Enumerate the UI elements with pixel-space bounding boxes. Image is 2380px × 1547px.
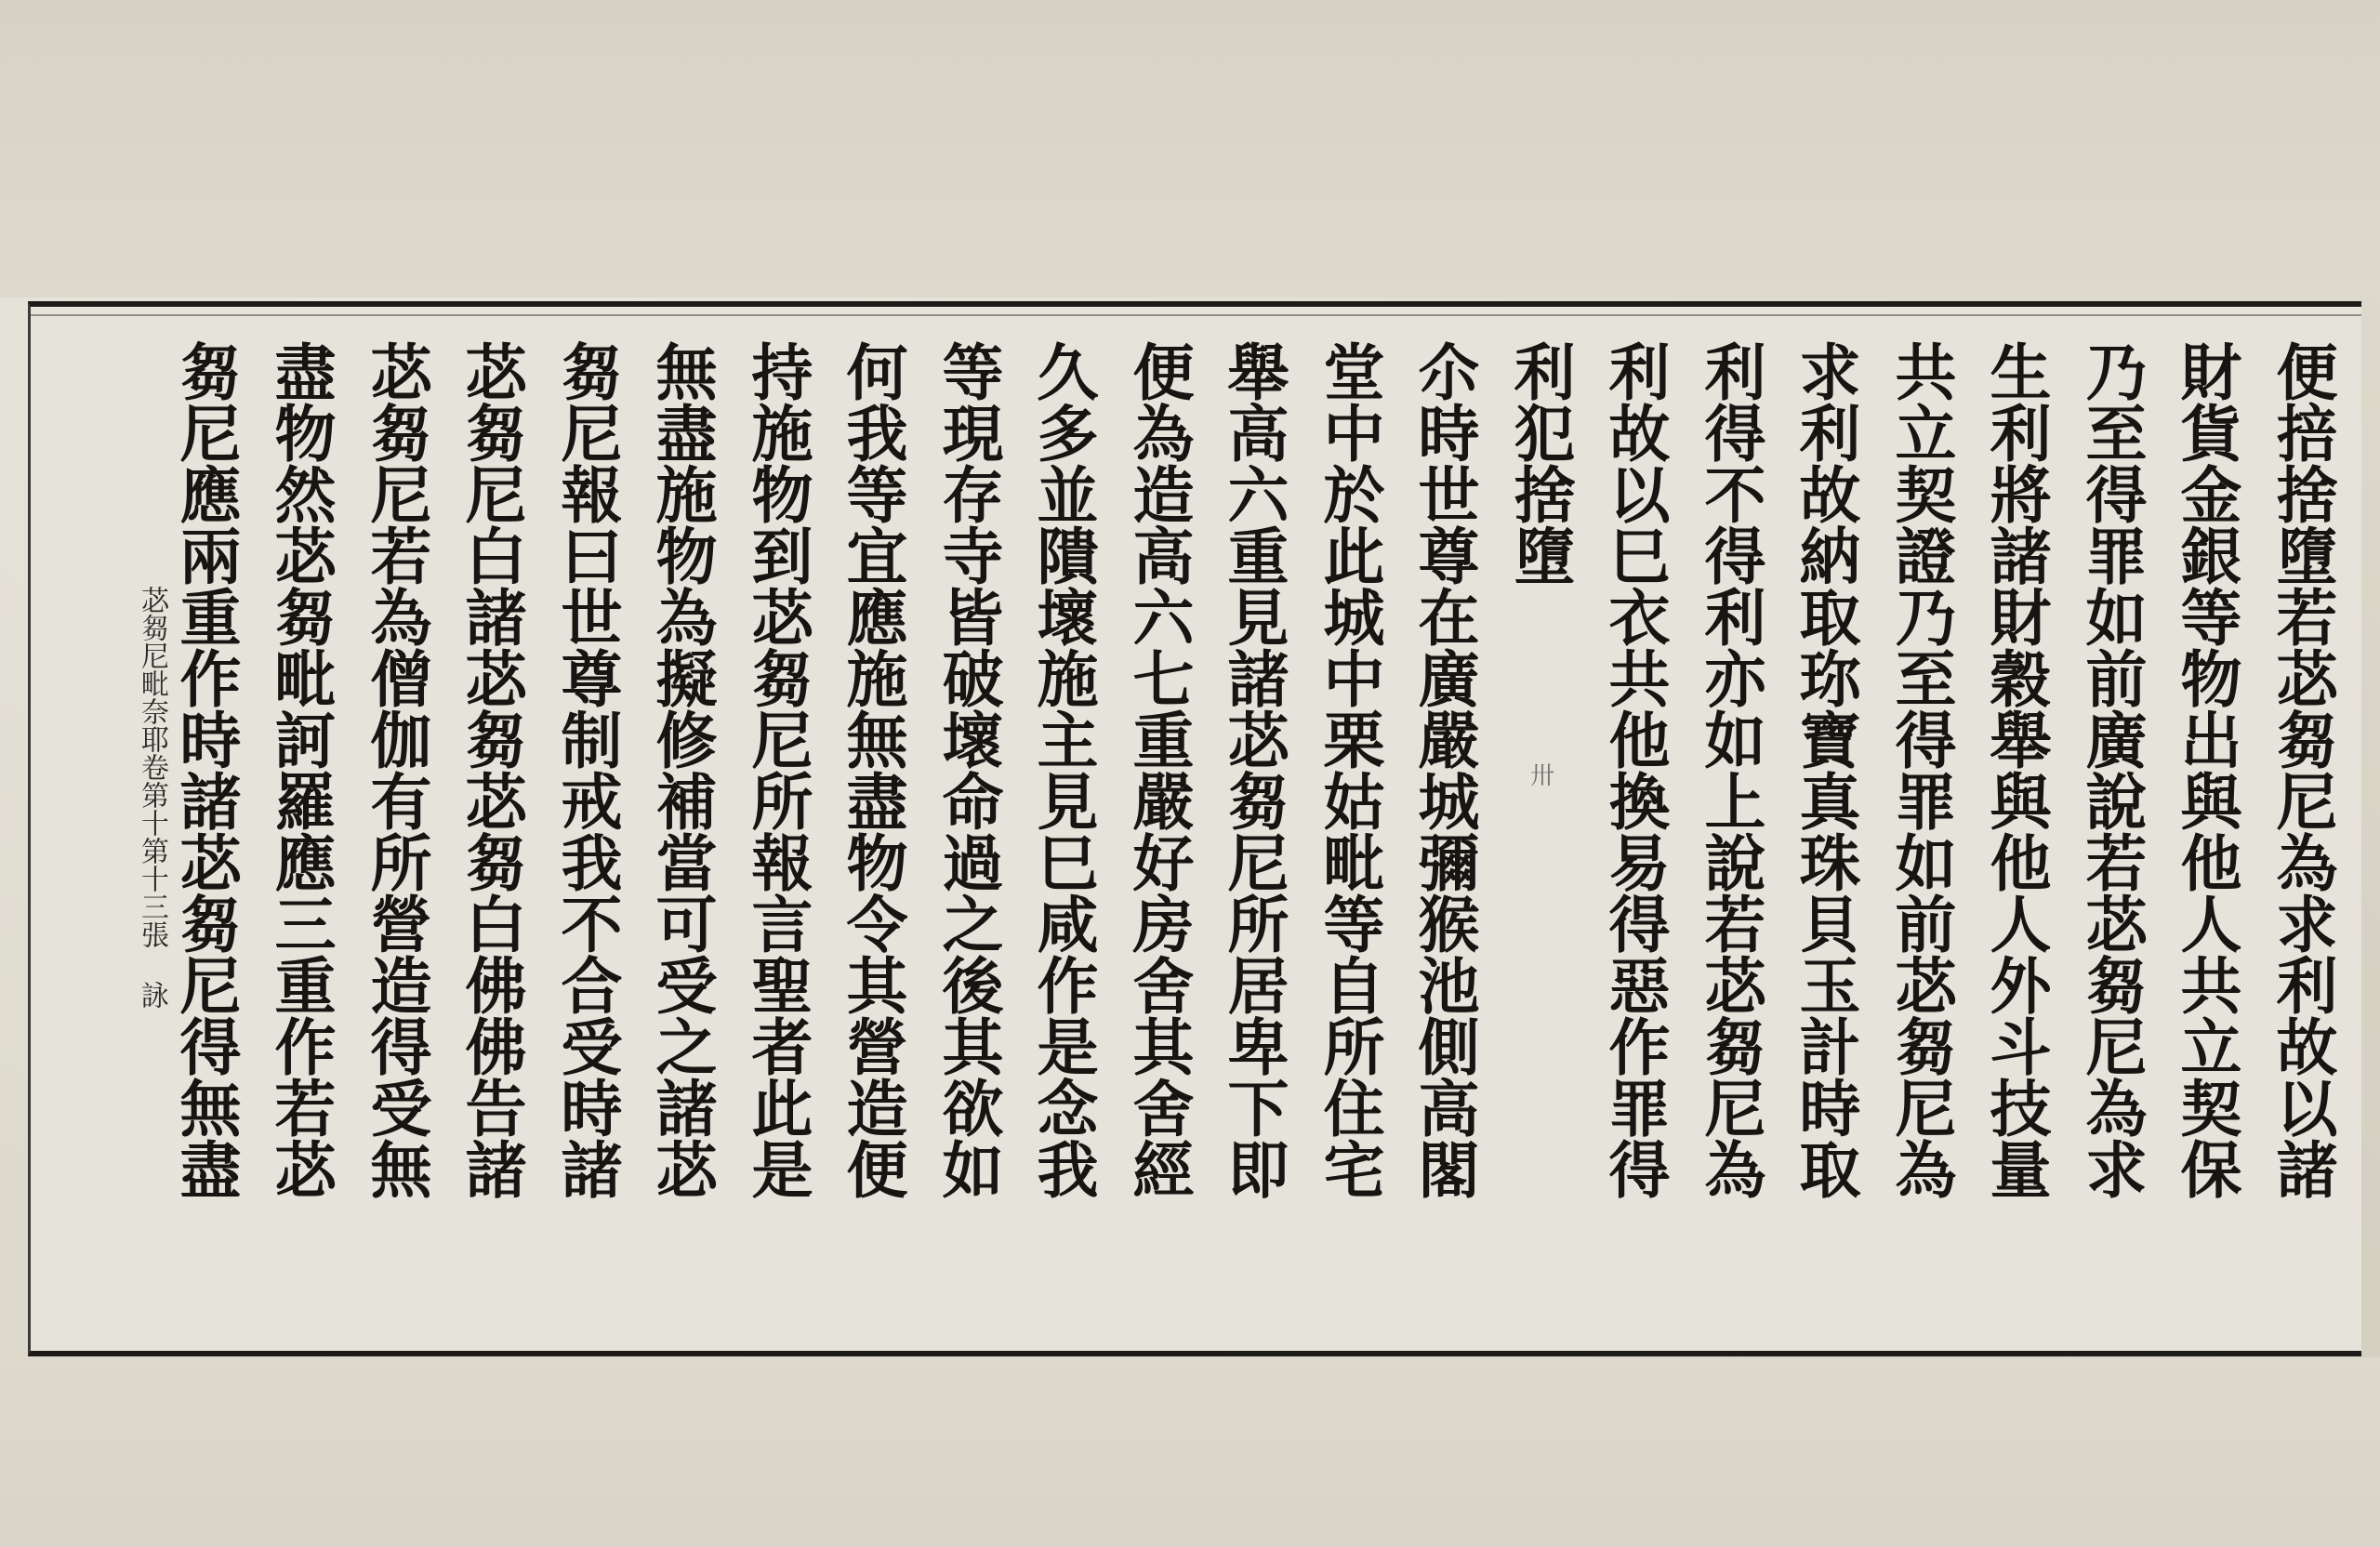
text-column-14: 久多並隤壞施主見巳咸作是念我 (1026, 340, 1099, 1199)
text-column-12: 舉高六重見諸苾芻尼所居卑下即 (1217, 340, 1289, 1199)
text-column-18: 無盡施物為擬修補當可受之諸苾 (645, 340, 718, 1199)
text-column-22: 盡物然苾芻毗訶羅應三重作若苾 (264, 340, 337, 1199)
text-column-3: 乃至得罪如前廣說若苾芻尼為求 (2075, 340, 2148, 1199)
text-column-6: 求利故納取珎寶真珠貝玉計時取 (1789, 340, 1861, 1199)
text-column-2: 財貨金銀等物出與他人共立契保 (2170, 340, 2242, 1199)
text-column-13: 便為造高六七重嚴好房舍其舍經 (1122, 340, 1195, 1199)
text-column-20: 苾芻尼白諸苾芻苾芻白佛佛告諸 (455, 340, 527, 1199)
text-column-23: 芻尼應兩重作時諸苾芻尼得無盡 (169, 340, 242, 1199)
text-column-10: 尒時世尊在廣嚴城彌猴池側高閣 (1408, 340, 1480, 1199)
text-column-5: 共立契證乃至得罪如前苾芻尼為 (1884, 340, 1957, 1199)
text-column-11: 堂中於此城中栗姑毗等自所住宅 (1313, 340, 1385, 1199)
text-column-9: 利犯捨墮 (1503, 340, 1576, 586)
text-column-15: 等現存寺皆破壞命過之後其欲如 (932, 340, 1004, 1199)
text-column-7: 利得不得利亦如上說若苾芻尼為 (1694, 340, 1766, 1199)
ink-mark: 卅 (1530, 762, 1559, 790)
text-column-17: 持施物到苾芻尼所報言聖者此是 (741, 340, 813, 1199)
printed-text-block (28, 301, 2361, 1356)
page-top-margin (0, 0, 2380, 298)
text-column-21: 苾芻尼若為僧伽有所營造得受無 (360, 340, 432, 1199)
text-column-8: 利故以巳衣共他換易得惡作罪得 (1598, 340, 1671, 1199)
text-column-1: 便掊捨墮若苾芻尼為求利故以諸 (2266, 340, 2338, 1199)
page-bottom-margin (0, 1357, 2380, 1547)
text-column-4: 生利將諸財穀舉與他人外斗技量 (1979, 340, 2052, 1199)
colophon: 苾芻尼毗奈耶卷第十第十三張 詠 (136, 586, 168, 1009)
text-column-19: 芻尼報曰世尊制戒我不合受時諸 (550, 340, 623, 1199)
text-column-16: 何我等宜應施無盡物令其營造便 (836, 340, 908, 1199)
